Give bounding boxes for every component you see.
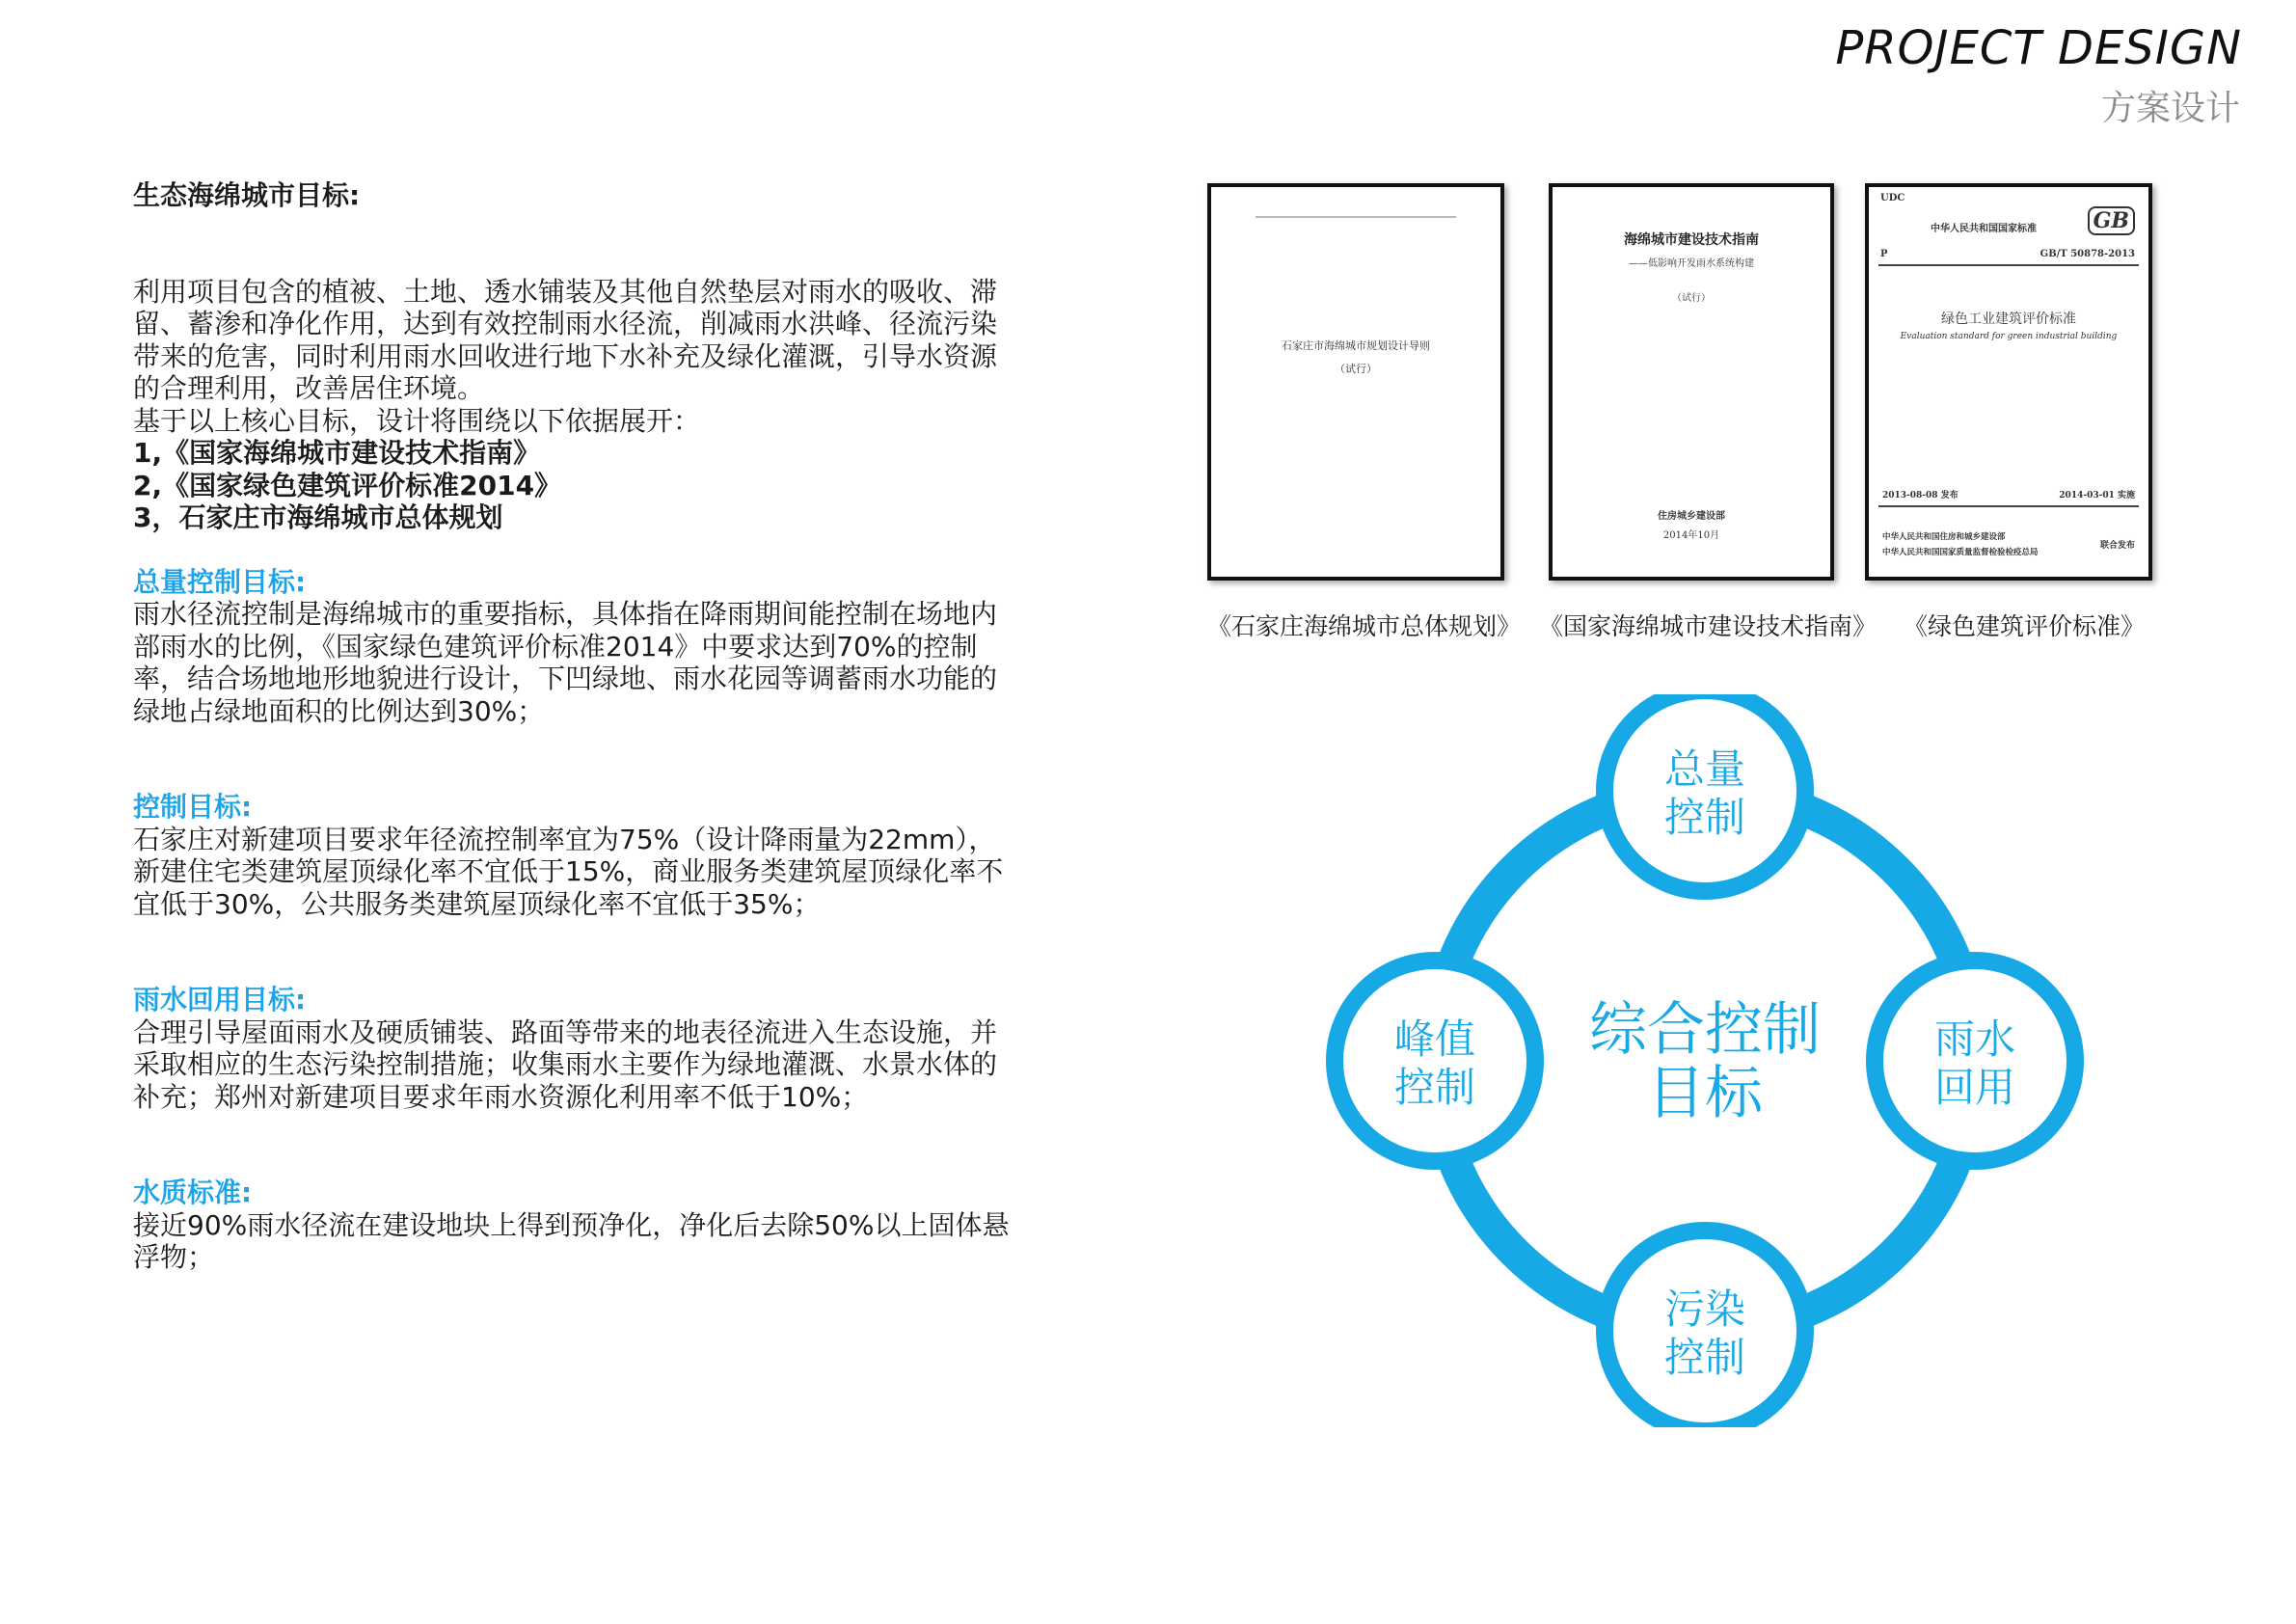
section-title-total: 总量控制目标:: [133, 565, 307, 598]
doc3-title-en: Evaluation standard for green industrial building: [1900, 332, 2118, 341]
section-title-reuse: 雨水回用目标:: [133, 984, 307, 1015]
basis-item: 3，石家庄市海绵城市总体规划: [133, 501, 503, 533]
doc2-caption: 《国家海绵城市建设技术指南》: [1539, 612, 1877, 640]
doc3-title: 绿色工业建筑评价标准: [1941, 311, 2076, 327]
node-label: 控制: [1663, 794, 1746, 841]
node-reuse: [1875, 961, 2075, 1161]
node-total-control: [1605, 694, 1805, 891]
doc2-subtitle: ——低影响开发雨水系统构建: [1629, 258, 1754, 269]
center-label: 综合控制: [1589, 996, 1821, 1064]
doc3-code: GB/T 50878-2013: [2039, 249, 2135, 259]
center-label: 目标: [1647, 1060, 1763, 1127]
doc2-publisher: 住房城乡建设部: [1658, 511, 1725, 522]
text-column: [133, 179, 1011, 1274]
doc2-title: 海绵城市建设技术指南: [1624, 232, 1759, 248]
section-body-total: 雨水径流控制是海绵城市的重要指标，具体指在降雨期间能控制在场地内部雨水的比例，《国家绿色建筑评价标准2014》中要求达到70%的控制率，结合场地地形地貌进行设计，下凹绿地、雨水花园等调蓄雨水功能的绿地占绿地面积的比例达到30%；: [133, 598, 998, 727]
doc1-title: 石家庄市海绵城市规划设计导则: [1282, 339, 1430, 352]
intro-basis-lead: 基于以上核心目标，设计将围绕以下依据展开：: [133, 404, 701, 437]
doc3-issuer1: 中华人民共和国住房和城乡建设部: [1882, 532, 2006, 542]
section-title-control: 控制目标:: [133, 791, 253, 823]
section-title-quality: 水质标准:: [133, 1177, 253, 1208]
node-label: 控制: [1393, 1064, 1476, 1111]
doc3-udc: UDC: [1880, 193, 1905, 203]
node-label: 回用: [1933, 1064, 2016, 1111]
doc3-issuer2: 中华人民共和国国家质量监督检验检疫总局: [1882, 548, 2039, 557]
node-label: 污染: [1663, 1286, 1746, 1333]
doc3-joint: 联合发布: [2099, 541, 2135, 551]
doc3-issue-date: 2013-08-08 发布: [1882, 491, 1958, 501]
intro-title: 生态海绵城市目标:: [133, 179, 361, 211]
page-title-cn: 方案设计: [2100, 89, 2240, 128]
document-cover-shijiazhuang: [1207, 183, 1504, 581]
document-cover-national-guide: [1549, 183, 1834, 581]
basis-item: 1,《国家海绵城市建设技术指南》: [133, 437, 541, 469]
doc1-caption: 《石家庄海绵城市总体规划》: [1207, 612, 1522, 640]
node-label: 控制: [1663, 1334, 1746, 1381]
node-label: 雨水: [1933, 1015, 2016, 1063]
section-body-control: 石家庄对新建项目要求年径流控制率宜为75%（设计降雨量为22mm），新建住宅类建筑屋顶绿化率不宜低于15%，商业服务类建筑屋顶绿化率不宜低于30%，公共服务类建筑屋顶绿化率不宜低于35%；: [133, 823, 1004, 920]
document-cover-gb-standard: [1865, 183, 2152, 581]
control-goals-diagram: [1302, 694, 2112, 1427]
basis-item: 2,《国家绿色建筑评价标准2014》: [133, 469, 562, 501]
section-body-quality: 接近90%雨水径流在建设地块上得到预净化，净化后去除50%以上固体悬浮物；: [133, 1208, 1010, 1273]
node-peak-control: [1335, 961, 1535, 1161]
doc2-note: （试行）: [1672, 293, 1711, 304]
node-label: 总量: [1663, 745, 1746, 793]
doc3-caption: 《绿色建筑评价标准》: [1904, 612, 2146, 640]
doc2-date: 2014年10月: [1662, 530, 1720, 541]
intro-paragraph: 利用项目包含的植被、土地、透水铺装及其他自然垫层对雨水的吸收、滞留、蓄渗和净化作用，达到有效控制雨水径流，削减雨水洪峰、径流污染带来的危害，同时利用雨水回收进行地下水补充及绿化灌溉，引导水资源的合理利用，改善居住环境。: [133, 275, 998, 404]
gb-logo-icon: GB: [2088, 206, 2135, 235]
doc1-subtitle: （试行）: [1335, 363, 1377, 375]
node-pollution-control: [1605, 1231, 1805, 1427]
doc3-header: 中华人民共和国国家标准: [1931, 224, 2037, 234]
section-body-reuse: 合理引导屋面雨水及硬质铺装、路面等带来的地表径流进入生态设施，并采取相应的生态污染控制措施；收集雨水主要作为绿地灌溉、水景水体的补充；郑州对新建项目要求年雨水资源化利用率不低于10%；: [133, 1015, 998, 1113]
doc3-impl-date: 2014-03-01 实施: [2059, 491, 2135, 501]
node-label: 峰值: [1393, 1015, 1476, 1063]
doc3-p: P: [1880, 249, 1888, 259]
page-title-en: PROJECT DESIGN: [1835, 21, 2242, 75]
